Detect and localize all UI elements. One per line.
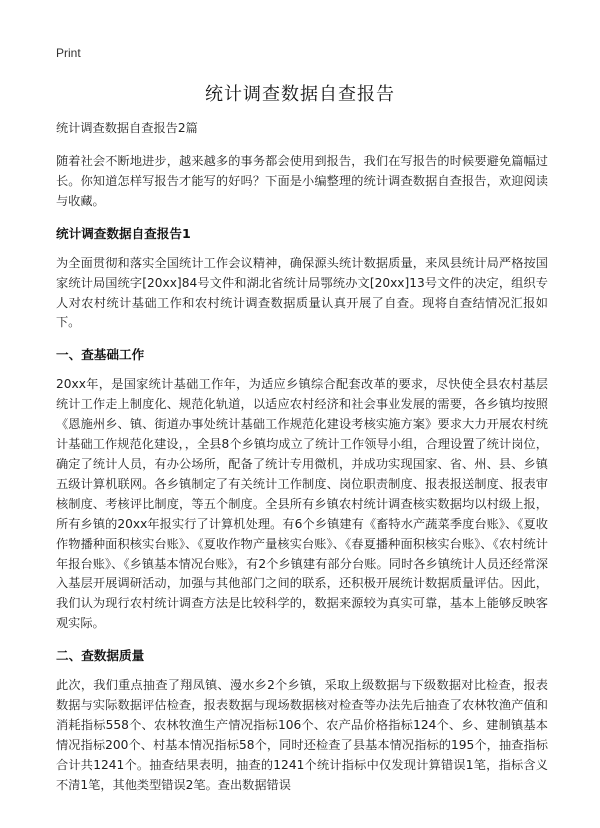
document-title: 统计调查数据自查报告 [205,84,395,105]
data-quality-heading: 二、查数据质量 [56,648,145,664]
print-label: Print [56,46,81,60]
basic-work-paragraph: 20xx年，是国家统计基础工作年，为适应乡镇综合配套改革的要求，尽快使全县农村基层统计工作走上制度化、规范化轨道，以适应农村经济和社会事业发展的需要，各乡镇均按照《恩施州乡、镇、街道办事处统计基础工作规范化建设考核实施方案》要求大力开展农村统计基础工作规范化建设，，全县8个乡镇均成立了统计工作领导小组，合理设置了统计岗位，确定了统计人员，有办公场所，配备了统计专用微机，并成功实现国家、省、州、县、乡镇五级计算机联网。各乡镇制定了有关统计工作制度、岗位职责制度、报表报送制度、报表审核制度、考核评比制度，等五个制度。全县所有乡镇农村统计调查核实数据均以村级上报，所有乡镇的20xx年报实行了计算机处理。有6个乡镇建有《畜特水产蔬菜季度台账》、《夏收作物播种面积核实台账》、《夏收作物产量核实台账》、《春夏播种面积核实台账》、《农村统计年报台账》、《乡镇基本情况台账》，有2个乡镇建有部分台账。同时各乡镇统计人员还经常深入基层开展调研活动，加强与其他部门之间的联系，还积极开展统计数据质量评估。因此，我们认为现行农村统计调查方法是比较科学的，数据来源较为真实可靠，基本上能够反映客观实际。 [56,377,548,631]
section1-paragraph: 为全面贯彻和落实全国统计工作会议精神，确保源头统计数据质量，来凤县统计局严格按国家统计局国统字[20xx]84号文件和湖北省统计局鄂统办文[20xx]13号文件的决定，组织专人对农村统计基础工作和农村统计调查数据质量认真开展了自查。现将自查结情况汇报如下。 [56,255,548,330]
document-subtitle: 统计调查数据自查报告2篇 [56,121,198,135]
intro-paragraph: 随着社会不断地进步，越来越多的事务都会使用到报告，我们在写报告的时候要避免篇幅过长。你知道怎样写报告才能写的好吗？下面是小编整理的统计调查数据自查报告，欢迎阅读与收藏。 [56,154,548,208]
basic-work-heading: 一、查基础工作 [56,347,145,363]
document-body [56,118,548,808]
section1-heading: 统计调查数据自查报告1 [56,225,191,241]
data-quality-paragraph: 此次，我们重点抽查了翔凤镇、漫水乡2个乡镇，采取上级数据与下级数据对比检查，报表数据与实际数据评估检查，报表数据与现场数据核对检查等办法先后抽查了农林牧渔产值和消耗指标558个、农林牧渔生产情况指标106个、农产品价格指标124个、乡、建制镇基本情况指标200个、村基本情况指标58个，同时还检查了县基本情况指标的195个，抽查指标合计共1241个。抽查结果表明，抽查的1241个统计指标中仅发现计算错误1笔，指标含义不清1笔，其他类型错误2笔。查出数据错误 [56,678,548,792]
